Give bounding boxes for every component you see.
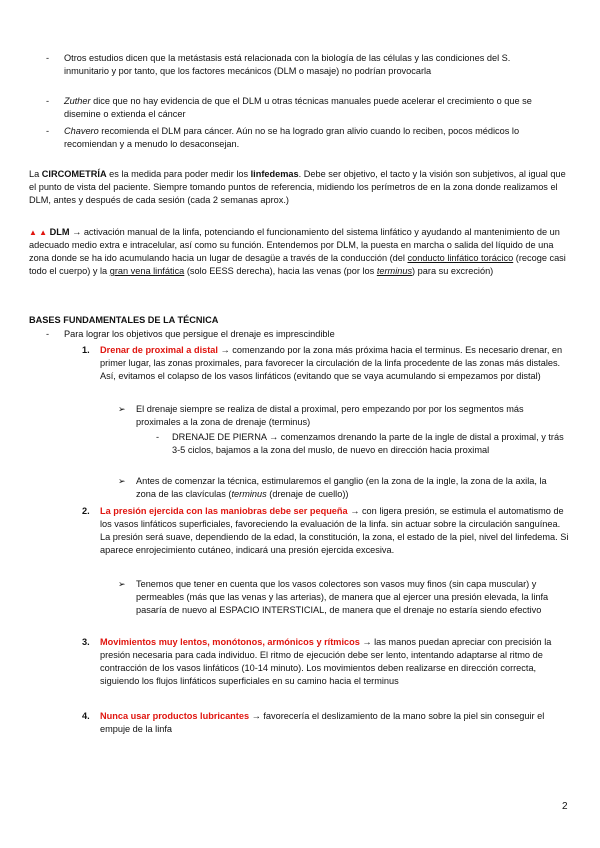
- arrow-bullet-icon: ➢: [118, 404, 126, 414]
- term-circometria: CIRCOMETRÍA: [41, 169, 107, 179]
- item-text: → las manos puedan apreciar con precisión la presión necesaria para cada individuo. El ritmo de ejecución debe ser lento, intentando adaptarse al ritmo de contracción de los vasos linfáticos (10-14 minuto). Los movimientos deben realizarse en dirección correcta, siguiendo los flujos linfáticos superficiales en su camino hacia el terminus: [100, 637, 552, 686]
- sub-item-text: El drenaje siempre se realiza de distal a proximal, pero empezando por por los segmentos más proximales a la zona de drenaje (terminus): [136, 404, 524, 427]
- link-term: conducto linfático torácico: [407, 253, 514, 263]
- item-title: La presión ejercida con las maniobras debe ser pequeña: [100, 506, 348, 516]
- bullet-text-rest: Otros estudios dicen que la metástasis está relacionada con la biología de las células y las condiciones del S. inmunitario y por tanto, que los factores mecánicos (DLM o masaje) no podrían provocarla: [64, 53, 511, 76]
- item-number: 4.: [82, 711, 90, 721]
- warning-triangle-icon: ▲ ▲: [29, 228, 48, 237]
- dash-marker: -: [46, 96, 50, 106]
- dlm-paragraph: [29, 226, 575, 278]
- item-text: → favorecería el deslizamiento de la mano sobre la piel sin conseguir el empuje de la linfa: [100, 711, 545, 734]
- dash-marker: -: [156, 432, 160, 442]
- text-run: Antes de comenzar la técnica, estimularemos el ganglio (en la zona de la ingle, la zona de la axila, la zona de las clavículas (: [136, 476, 547, 499]
- link-term: terminus: [376, 266, 413, 276]
- text-run: . Debe ser objetivo, el tacto y la visión son subjetivos, al igual que el punto de vista del paciente. Siempre tomando puntos de referencia, midiendo los perímetros de en la zona donde realizamos el DLM, antes y después de cada sesión (cada 2 semanas aprox.): [29, 169, 566, 205]
- section-title: BASES FUNDAMENTALES DE LA TÉCNICA: [29, 315, 219, 325]
- dash-marker: -: [46, 126, 50, 136]
- text-run: (recoge casi todo el cuerpo) y la: [29, 253, 566, 276]
- numbered-item: [100, 505, 570, 557]
- numbered-item: [100, 710, 570, 736]
- term-linfedemas: linfedemas: [250, 169, 299, 179]
- text-run: (solo EESS derecha), hacia las venas (por los: [184, 266, 377, 276]
- sub-item-text: Tenemos que tener en cuenta que los vasos colectores son vasos muy finos (sin capa muscular) y permeables (más que las venas y las arterias), de manera que al ejercer una presión elevada, la linfa pasaría de nuevo al ESPACIO INTERSTICIAL, de manera que el drenaje no estaría siendo efectivo: [136, 579, 549, 615]
- author-name: Chavero: [64, 126, 99, 136]
- numbered-item: [100, 344, 570, 383]
- numbered-item: [100, 636, 570, 688]
- page-number: 2: [562, 801, 568, 812]
- text-run: La: [29, 169, 42, 179]
- sub-sub-item-text: DRENAJE DE PIERNA → comenzamos drenando la parte de la ingle de distal a proximal, y trás 3-5 ciclos, bajamos a la zona del muslo, de nuevo en dirección hacia proximal: [172, 432, 564, 455]
- author-name: Zuther: [64, 96, 91, 106]
- item-number: 1.: [82, 345, 90, 355]
- item-title: Movimientos muy lentos, monótonos, armónicos y rítmicos: [100, 637, 360, 647]
- text-run: → activación manual de la linfa, potenciando el funcionamiento del sistema linfático y ayudando al mantenimiento de un adecuado medio extra e intracelular, así como su función. Entendemos por DLM, la puesta en marcha o salida del líquido de una zona donde se ha ido acumulando hacia un lugar de desagüe a través de la conducción (del: [29, 227, 560, 263]
- intro-text: Para lograr los objetivos que persigue el drenaje es imprescindible: [64, 329, 335, 339]
- link-term: gran vena linfática: [109, 266, 185, 276]
- dash-marker: -: [46, 329, 50, 339]
- text-run: ) para su excreción): [412, 266, 494, 276]
- item-text: → comenzando por la zona más próxima hacia el terminus. Es necesario drenar, en primer lugar, las zonas proximales, para favorecer la circulación de la linfa procedente de las zonas más distales. Así, evitamos el colapso de los vasos linfáticos (evitando que se vaya acumulando si empezamos por distal): [100, 345, 563, 381]
- term-dlm: DLM: [49, 227, 70, 237]
- bullet-item: [46, 52, 552, 78]
- sub-item-text: [136, 475, 568, 501]
- text-run: es la medida para poder medir los: [106, 169, 251, 179]
- bullet-text-rest: recomienda el DLM para cáncer. Aún no se ha logrado gran alivio cuando lo reciben, pocos médicos lo recomiendan y a menudo lo desaconsejan.: [64, 126, 520, 149]
- bullet-text: [64, 52, 552, 78]
- text-run: (drenaje de cuello)): [266, 489, 349, 499]
- bullet-text: [64, 125, 552, 151]
- intro-item: [46, 328, 552, 341]
- item-title: Nunca usar productos lubricantes: [100, 711, 250, 721]
- arrow-bullet-icon: ➢: [118, 579, 126, 589]
- dash-marker: -: [46, 53, 50, 63]
- item-number: 3.: [82, 637, 90, 647]
- text-run-italic: terminus: [231, 489, 267, 499]
- bullet-text: [64, 95, 552, 121]
- item-title: Drenar de proximal a distal: [100, 345, 218, 355]
- arrow-bullet-icon: ➢: [118, 476, 126, 486]
- bullet-text-rest: dice que no hay evidencia de que el DLM u otras técnicas manuales puede acelerar el crecimiento o que se disemine o extienda el cáncer: [64, 96, 532, 119]
- bullet-item: [46, 95, 552, 121]
- circometria-paragraph: [29, 168, 575, 207]
- item-text: → con ligera presión, se estimula el automatismo de los vasos linfáticos superficiales, favoreciendo la evaluación de la linfa. sin actuar sobre la circulación sanguínea. La presión será suave, dependiendo de la edad, la constitución, la zona, el estado de la piel, nivel del linfedema. Si aparece enrojecimiento cutáneo, indicará una presión ejercida excesiva.: [100, 506, 569, 555]
- bullet-item: [46, 125, 552, 151]
- item-number: 2.: [82, 506, 90, 516]
